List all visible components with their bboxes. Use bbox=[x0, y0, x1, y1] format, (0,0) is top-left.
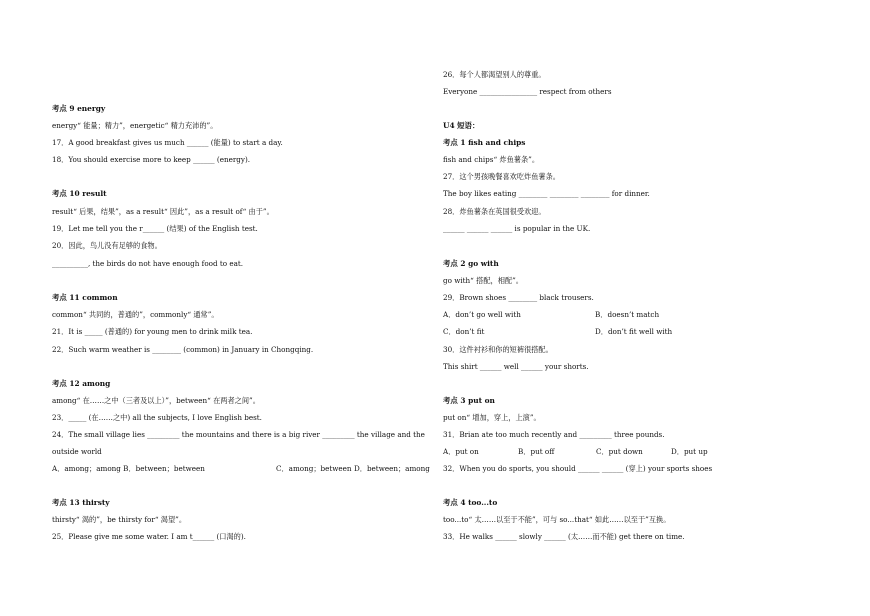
heading-10: 考点 10 result bbox=[52, 189, 107, 198]
note-9: energy“ 能量；精力”，energetic“ 精力充沛的”。 bbox=[52, 121, 218, 130]
q24-option-d: D．between；among bbox=[354, 464, 430, 473]
q24-option-c: C．among；between bbox=[276, 464, 352, 473]
note-r3: put on“ 增加，穿上，上演”。 bbox=[443, 413, 541, 422]
question-24-cont: outside world bbox=[52, 447, 102, 456]
question-17: 17．A good breakfast gives us much ______ (能量) to start a day. bbox=[52, 138, 283, 147]
heading-r3: 考点 3 put on bbox=[443, 396, 495, 405]
q24-option-ab: A．among；among B．between；between bbox=[52, 464, 205, 473]
note-r1: fish and chips“ 炸鱼薯条”。 bbox=[443, 155, 540, 164]
note-r2: go with“ 搭配，相配”。 bbox=[443, 276, 523, 285]
question-30: 30．这件衬衫和你的短裤很搭配。 bbox=[443, 345, 553, 354]
unit-4-heading: U4 短语： bbox=[443, 121, 480, 130]
question-23: 23．_____ (在……之中) all the subjects, I love English best. bbox=[52, 413, 262, 422]
heading-r4: 考点 4 too...to bbox=[443, 498, 498, 507]
question-26-blank: Everyone ________________ respect from others bbox=[443, 87, 612, 96]
question-30-blank: This shirt ______ well ______ your shorts. bbox=[443, 362, 589, 371]
q29-option-a: A．don’t go well with bbox=[443, 310, 521, 319]
heading-13: 考点 13 thirsty bbox=[52, 498, 110, 507]
question-25: 25．Please give me some water. I am t______ (口渴的). bbox=[52, 532, 246, 541]
question-20-blank: __________, the birds do not have enough food to eat. bbox=[52, 259, 244, 268]
note-r4: too...to“ 太……以至于不能”，可与 so...that“ 如此……以至于”互换。 bbox=[443, 515, 671, 524]
question-33: 33．He walks ______ slowly ______ (太……而不能) get there on time. bbox=[443, 532, 685, 541]
question-27: 27．这个男孩晚餐喜欢吃炸鱼薯条。 bbox=[443, 172, 560, 181]
question-32: 32．When you do sports, you should ______ ______ (穿上) your sports shoes bbox=[443, 464, 713, 473]
question-28-blank: ______ ______ ______ is popular in the UK. bbox=[443, 224, 591, 233]
question-24: 24．The small village lies _________ the mountains and there is a big river _________ the village and the bbox=[52, 430, 425, 439]
note-13: thirsty“ 渴的”，be thirsty for“ 渴望”。 bbox=[52, 515, 187, 524]
note-12: among“ 在……之中（三者及以上）”，between“ 在两者之间”。 bbox=[52, 396, 260, 405]
question-31: 31．Brian ate too much recently and _________ three pounds. bbox=[443, 430, 665, 439]
question-22: 22．Such warm weather is ________ (common) in January in Chongqing. bbox=[52, 345, 314, 354]
q31-option-a: A．put on bbox=[443, 447, 479, 456]
question-19: 19．Let me tell you the r______ (结果) of the English test. bbox=[52, 224, 258, 233]
question-21: 21．It is _____ (普通的) for young men to drink milk tea. bbox=[52, 327, 253, 336]
question-27-blank: The boy likes eating ________ ________ ________ for dinner. bbox=[443, 189, 650, 198]
question-28: 28．炸鱼薯条在英国很受欢迎。 bbox=[443, 207, 546, 216]
question-29: 29．Brown shoes ________ black trousers. bbox=[443, 293, 594, 302]
heading-12: 考点 12 among bbox=[52, 379, 111, 388]
question-20: 20．因此，鸟儿没有足够的食物。 bbox=[52, 241, 162, 250]
heading-r1: 考点 1 fish and chips bbox=[443, 138, 526, 147]
heading-11: 考点 11 common bbox=[52, 293, 118, 302]
q29-option-d: D．don’t fit well with bbox=[595, 327, 673, 336]
q31-option-c: C．put down bbox=[596, 447, 643, 456]
question-18: 18．You should exercise more to keep ______ (energy). bbox=[52, 155, 251, 164]
note-10: result“ 后果，结果”，as a result“ 因此”，as a result of“ 由于”。 bbox=[52, 207, 274, 216]
question-26: 26．每个人都渴望别人的尊重。 bbox=[443, 70, 546, 79]
heading-9: 考点 9 energy bbox=[52, 104, 106, 113]
q29-option-b: B．doesn’t match bbox=[595, 310, 660, 319]
q31-option-d: D．put up bbox=[671, 447, 708, 456]
q31-option-b: B．put off bbox=[518, 447, 555, 456]
note-11: common“ 共同的，普通的”，commonly“ 通常”。 bbox=[52, 310, 219, 319]
q29-option-c: C．don’t fit bbox=[443, 327, 485, 336]
heading-r2: 考点 2 go with bbox=[443, 259, 499, 268]
